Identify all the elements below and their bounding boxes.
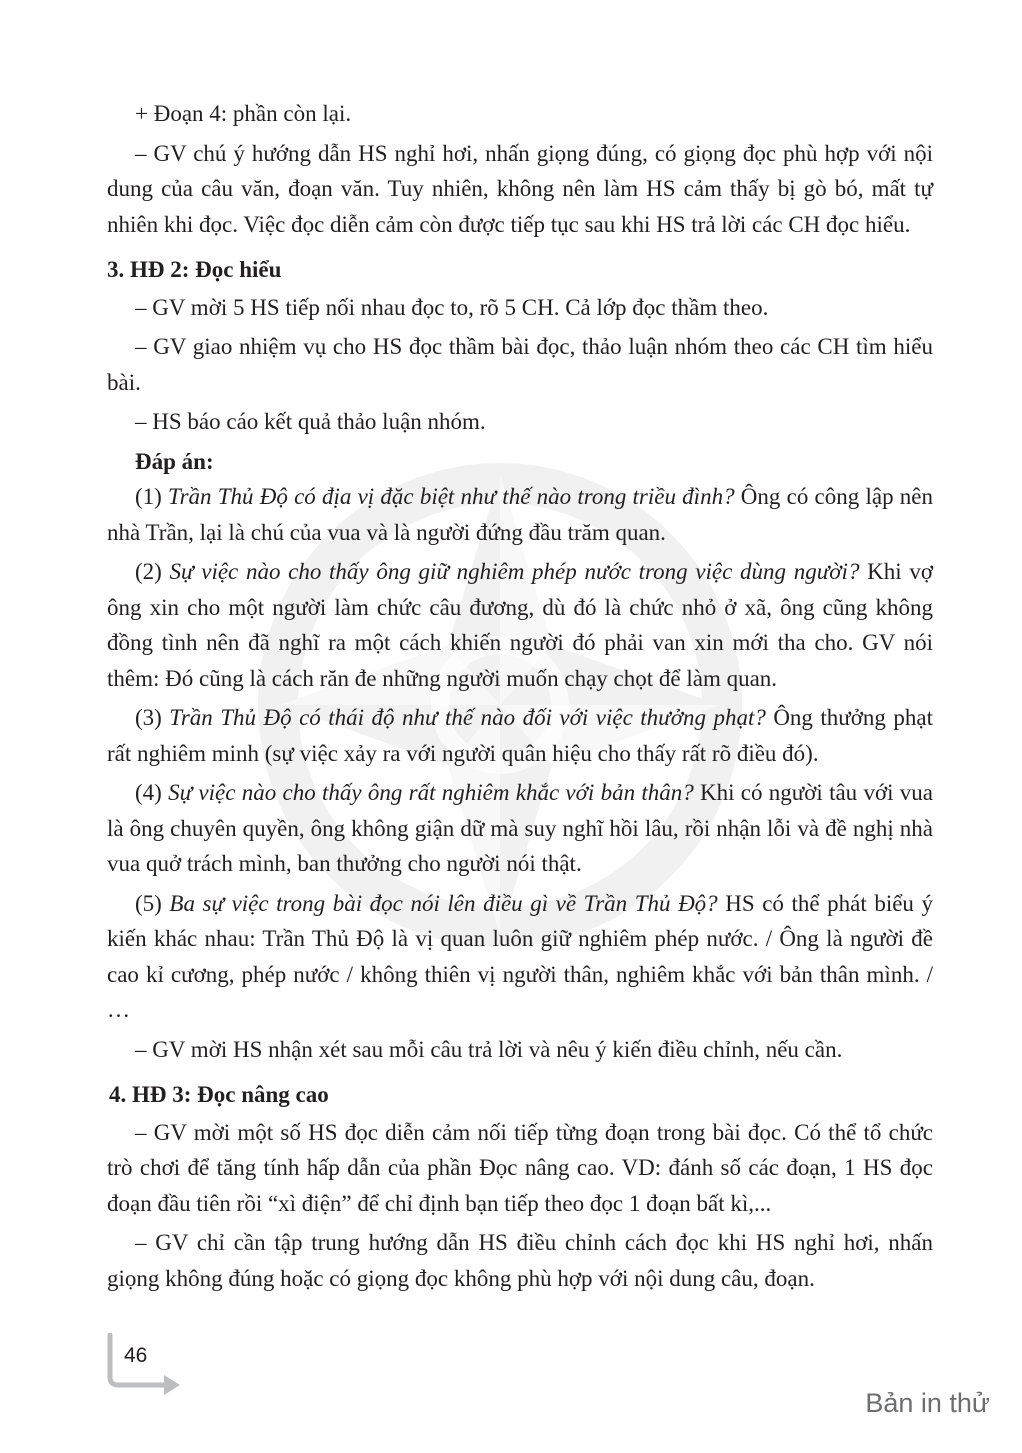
answer-5: [107, 886, 933, 1028]
answer-label: Đáp án:: [135, 448, 214, 474]
answer-number: (5): [135, 890, 170, 916]
answer-question: Trần Thủ Độ có địa vị đặc biệt như thế nào trong triều đình?: [168, 484, 735, 509]
segment-4-line: + Đoạn 4: phần còn lại.: [135, 101, 352, 126]
page-content: [107, 96, 933, 1296]
report-paragraph: – HS báo cáo kết quả thảo luận nhóm.: [135, 409, 486, 434]
answer-text: Khi vợ ông xin cho một người làm chức câu đương, dù đó là chức nhỏ ở xã, ông cũng không đồng tình nên đã nghĩ ra một cách khiến người đó phải van xin mới tha cho. GV nói thêm: Đó cũng là cách răn đe những người muốn chạy chọt để làm quan.: [107, 559, 933, 691]
answer-text: HS có thể phát biểu ý kiến khác nhau: Trần Thủ Độ là vị quan luôn giữ nghiêm phép nước. / Ông là người đề cao kỉ cương, phép nước / không thiên vị người thân, nghiêm khắc với bản thân mình. / …: [107, 890, 933, 1022]
answer-number: (2): [135, 559, 170, 584]
answer-text: Khi có người tâu với vua là ông chuyên quyền, ông không giận dữ mà suy nghĩ hồi lâu, rồi nhận lỗi và đề nghị nhà vua quở trách mình, ban thưởng cho người nói thật.: [107, 780, 933, 876]
group-task-paragraph: – GV giao nhiệm vụ cho HS đọc thầm bài đọc, thảo luận nhóm theo các CH tìm hiểu bài.: [107, 334, 933, 395]
answer-1: [107, 479, 933, 550]
reading-guidance-paragraph: – GV chú ý hướng dẫn HS nghỉ hơi, nhấn giọng đúng, có giọng đọc phù hợp với nội dung của câu văn, đoạn văn. Tuy nhiên, không nên làm HS cảm thấy bị gò bó, mất tự nhiên khi đọc. Việc đọc diễn cảm còn được tiếp tục sau khi HS trả lời các CH đọc hiểu.: [107, 140, 933, 237]
feedback-paragraph: – GV mời HS nhận xét sau mỗi câu trả lời và nêu ý kiến điều chỉnh, nếu cần.: [135, 1036, 843, 1062]
answer-text: Ông thưởng phạt rất nghiêm minh (sự việc xảy ra với người quân hiệu cho thấy rất rõ điều đó).: [107, 705, 933, 766]
answer-number: (1): [135, 484, 169, 509]
section-heading-comprehension: 3. HĐ 2: Đọc hiểu: [107, 257, 282, 282]
draft-print-label: Bản in thử: [865, 1388, 990, 1418]
answer-number: (3): [135, 705, 170, 730]
answer-4: [107, 775, 933, 882]
answer-question: Sự việc nào cho thấy ông rất nghiêm khắc với bản thân?: [168, 780, 694, 805]
read-questions-paragraph: – GV mời 5 HS tiếp nối nhau đọc to, rõ 5 CH. Cả lớp đọc thầm theo.: [135, 294, 769, 320]
answer-number: (4): [135, 780, 169, 805]
page-number: 46: [124, 1344, 148, 1367]
answer-question: Trần Thủ Độ có thái độ như thế nào đối với việc thưởng phạt?: [169, 705, 766, 730]
section-heading-advanced-reading: 4. HĐ 3: Đọc nâng cao: [109, 1082, 329, 1107]
expressive-reading-paragraph: – GV mời một số HS đọc diễn cảm nối tiếp từng đoạn trong bài đọc. Có thể tổ chức trò chơi để tăng tính hấp dẫn của phần Đọc nâng cao. VD: đánh số các đoạn, 1 HS đọc đoạn đầu tiên rồi “xì điện” để chỉ định bạn tiếp theo đọc 1 đoạn bất kì,...: [107, 1119, 933, 1216]
answer-question: Sự việc nào cho thấy ông giữ nghiêm phép nước trong việc dùng người?: [169, 559, 860, 584]
adjust-reading-paragraph: – GV chỉ cần tập trung hướng dẫn HS điều chỉnh cách đọc khi HS nghỉ hơi, nhấn giọng không đúng hoặc có giọng đọc không phù hợp với nội dung câu, đoạn.: [107, 1230, 933, 1291]
answer-3: [107, 700, 933, 771]
answer-question: Ba sự việc trong bài đọc nói lên điều gì về Trần Thủ Độ?: [169, 890, 718, 916]
answer-text: Ông có công lập nên nhà Trần, lại là chú của vua và là người đứng đầu trăm quan.: [107, 484, 933, 545]
answer-2: [107, 554, 933, 696]
